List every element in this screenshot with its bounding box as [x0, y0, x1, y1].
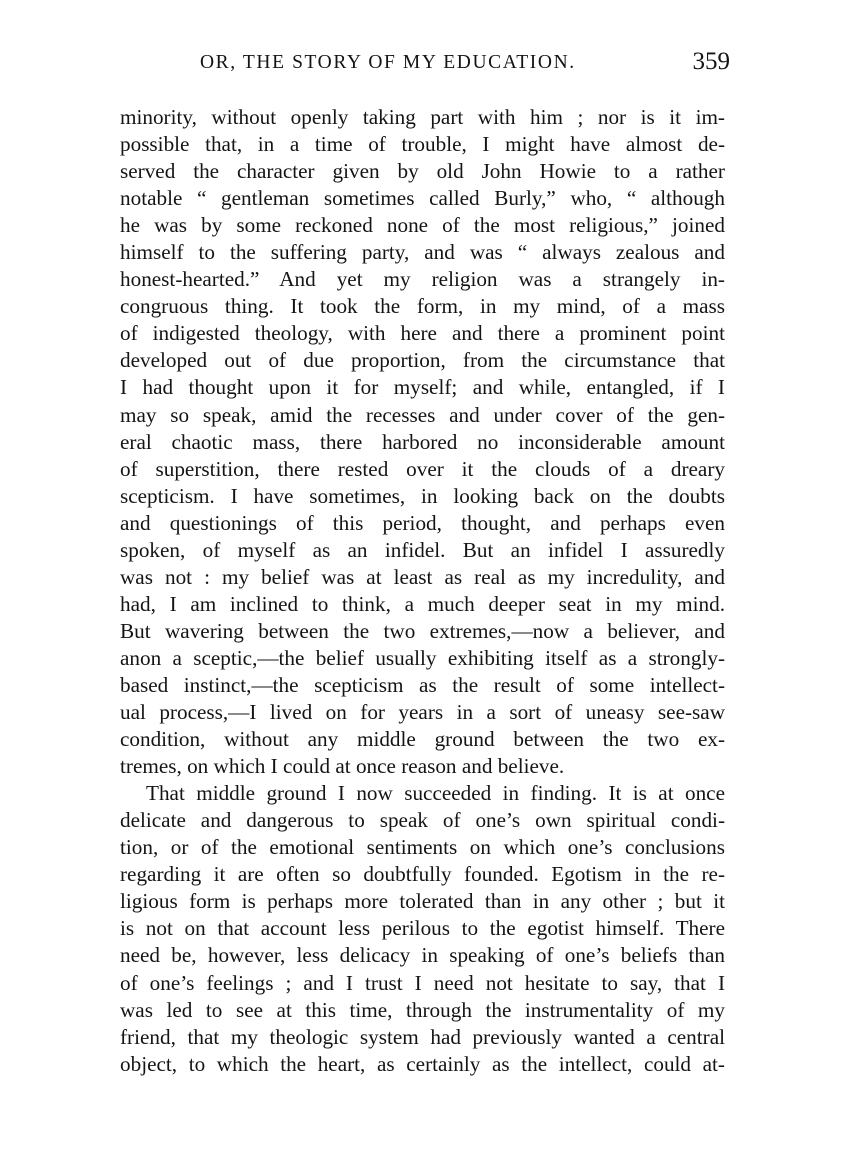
text-line: regarding it are often so doubtfully founded. Egotism in the re- [120, 862, 725, 887]
paragraph-end-line: tremes, on which I could at once reason and believe. [120, 754, 565, 779]
text-line: congruous thing. It took the form, in my mind, of a mass [120, 294, 725, 319]
text-line: based instinct,—the scepticism as the result of some intellect- [120, 672, 725, 697]
text-line: tion, or of the emotional sentiments on which one’s conclusions [120, 835, 725, 860]
text-line: friend, that my theologic system had previously wanted a central [120, 1024, 725, 1049]
text-line: himself to the suffering party, and was “ always zealous and [120, 240, 725, 265]
running-title: OR, THE STORY OF MY EDUCATION. [200, 52, 576, 73]
text-line: ual process,—I lived on for years in a sort of uneasy see-saw [120, 700, 725, 725]
text-line: condition, without any middle ground between the two ex- [120, 727, 725, 752]
text-line: had, I am inclined to think, a much deeper seat in my mind. [120, 591, 725, 616]
text-line: was not : my belief was at least as real as my incredulity, and [120, 564, 725, 589]
body-text [120, 104, 725, 1078]
running-head [200, 48, 730, 80]
text-line: and questionings of this period, thought, and perhaps even [120, 510, 725, 535]
text-line: developed out of due proportion, from the circumstance that [120, 348, 725, 373]
page-number: 359 [692, 48, 730, 75]
text-line: notable “ gentleman sometimes called Burly,” who, “ although [120, 186, 725, 211]
text-line: object, to which the heart, as certainly as the intellect, could at- [120, 1051, 725, 1076]
text-line: scepticism. I have sometimes, in looking back on the doubts [120, 483, 725, 508]
text-line: of superstition, there rested over it the clouds of a dreary [120, 456, 725, 481]
text-line: minority, without openly taking part with him ; nor is it im- [120, 105, 725, 129]
text-line: was led to see at this time, through the instrumentality of my [120, 997, 725, 1022]
text-line: eral chaotic mass, there harbored no inconsiderable amount [120, 429, 725, 454]
text-line: of one’s feelings ; and I trust I need not hesitate to say, that I [120, 970, 725, 995]
text-line: But wavering between the two extremes,—now a believer, and [120, 618, 725, 643]
text-line: may so speak, amid the recesses and under cover of the gen- [120, 402, 725, 427]
text-line: delicate and dangerous to speak of one’s own spiritual condi- [120, 808, 725, 833]
text-line: anon a sceptic,—the belief usually exhibiting itself as a strongly- [120, 645, 725, 670]
text-line: served the character given by old John Howie to a rather [120, 159, 725, 184]
paragraph-start-line: That middle ground I now succeeded in finding. It is at once [146, 781, 725, 806]
text-line: he was by some reckoned none of the most religious,” joined [120, 213, 725, 238]
text-line: possible that, in a time of trouble, I might have almost de- [120, 132, 725, 157]
text-line: honest-hearted.” And yet my religion was a strangely in- [120, 267, 725, 292]
text-line: spoken, of myself as an infidel. But an infidel I assuredly [120, 537, 725, 562]
text-line: need be, however, less delicacy in speaking of one’s beliefs than [120, 943, 725, 968]
text-line: is not on that account less perilous to the egotist himself. There [120, 916, 725, 941]
text-line: ligious form is perhaps more tolerated than in any other ; but it [120, 889, 725, 914]
text-line: of indigested theology, with here and there a prominent point [120, 321, 725, 346]
text-line: I had thought upon it for myself; and while, entangled, if I [120, 375, 725, 400]
